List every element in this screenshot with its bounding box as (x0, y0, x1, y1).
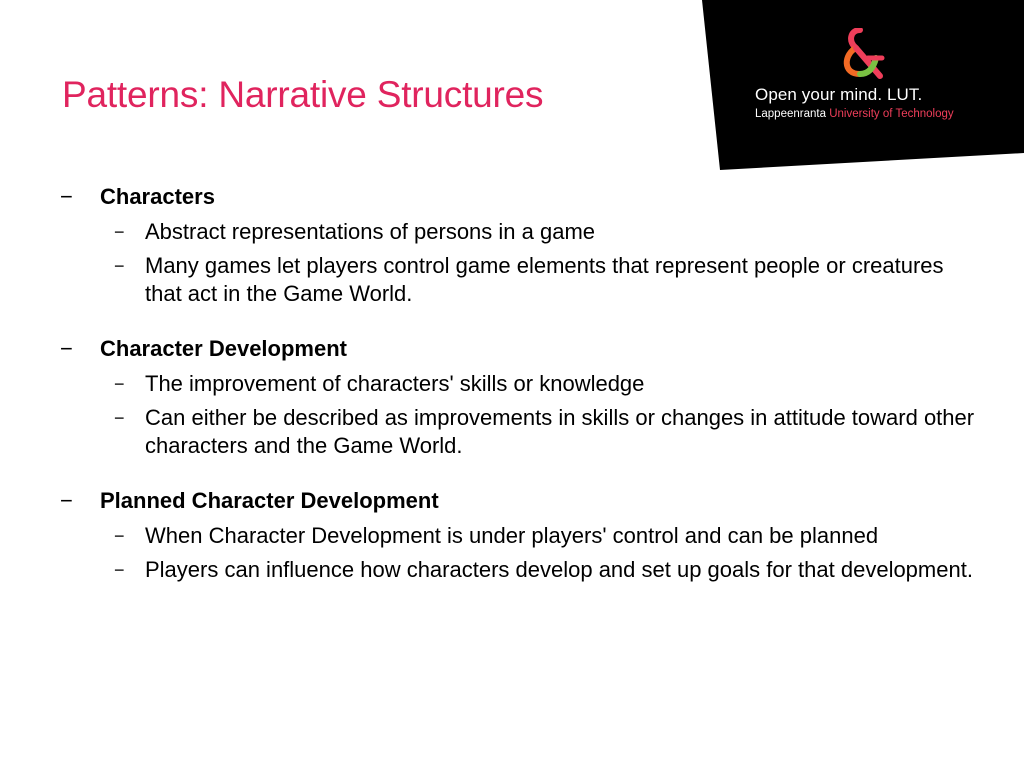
sub-bullet-text: Can either be described as improvements in skills or changes in attitude toward other characters and the Game World. (145, 405, 975, 458)
brand-university-prefix: Lappeenranta (755, 108, 830, 120)
slide-title: Patterns: Narrative Structures (62, 74, 544, 115)
bullet-content (60, 182, 980, 584)
sub-bullet (60, 556, 980, 584)
section-planned-character-development (60, 486, 980, 584)
section-heading (60, 334, 980, 364)
section-heading-text: Character Development (100, 336, 347, 361)
sub-bullet-text: When Character Development is under players' control and can be planned (145, 523, 879, 548)
sub-bullet (60, 522, 980, 550)
brand-university-accent: University of Technology (829, 108, 954, 120)
sub-bullet-text: Abstract representations of persons in a game (145, 219, 596, 244)
sub-bullet (60, 404, 980, 460)
dash-bullet-icon: − (60, 488, 73, 513)
sub-bullet-list (60, 522, 980, 584)
brand-slogan: Open your mind. LUT. (755, 85, 923, 104)
dash-bullet-icon: − (60, 184, 73, 209)
sub-bullet-text: The improvement of characters' skills or knowledge (145, 371, 645, 396)
sub-bullet-list (60, 218, 980, 308)
sub-bullet (60, 252, 980, 308)
dash-bullet-icon: − (114, 222, 125, 242)
dash-bullet-icon: − (114, 560, 125, 580)
section-heading (60, 182, 980, 212)
dash-bullet-icon: − (114, 374, 125, 394)
sub-bullet (60, 370, 980, 398)
ampersand-logo-icon (838, 28, 886, 84)
dash-bullet-icon: − (60, 336, 73, 361)
section-character-development (60, 334, 980, 460)
sub-bullet-text: Players can influence how characters develop and set up goals for that development. (145, 557, 973, 582)
section-heading-text: Characters (100, 184, 215, 209)
section-characters (60, 182, 980, 308)
dash-bullet-icon: − (114, 256, 125, 276)
section-heading-text: Planned Character Development (100, 488, 439, 513)
brand-university (755, 108, 954, 120)
sub-bullet-text: Many games let players control game elements that represent people or creatures that act in the Game World. (145, 253, 944, 306)
section-heading (60, 486, 980, 516)
dash-bullet-icon: − (114, 526, 125, 546)
sub-bullet-list (60, 370, 980, 460)
sub-bullet (60, 218, 980, 246)
dash-bullet-icon: − (114, 408, 125, 428)
